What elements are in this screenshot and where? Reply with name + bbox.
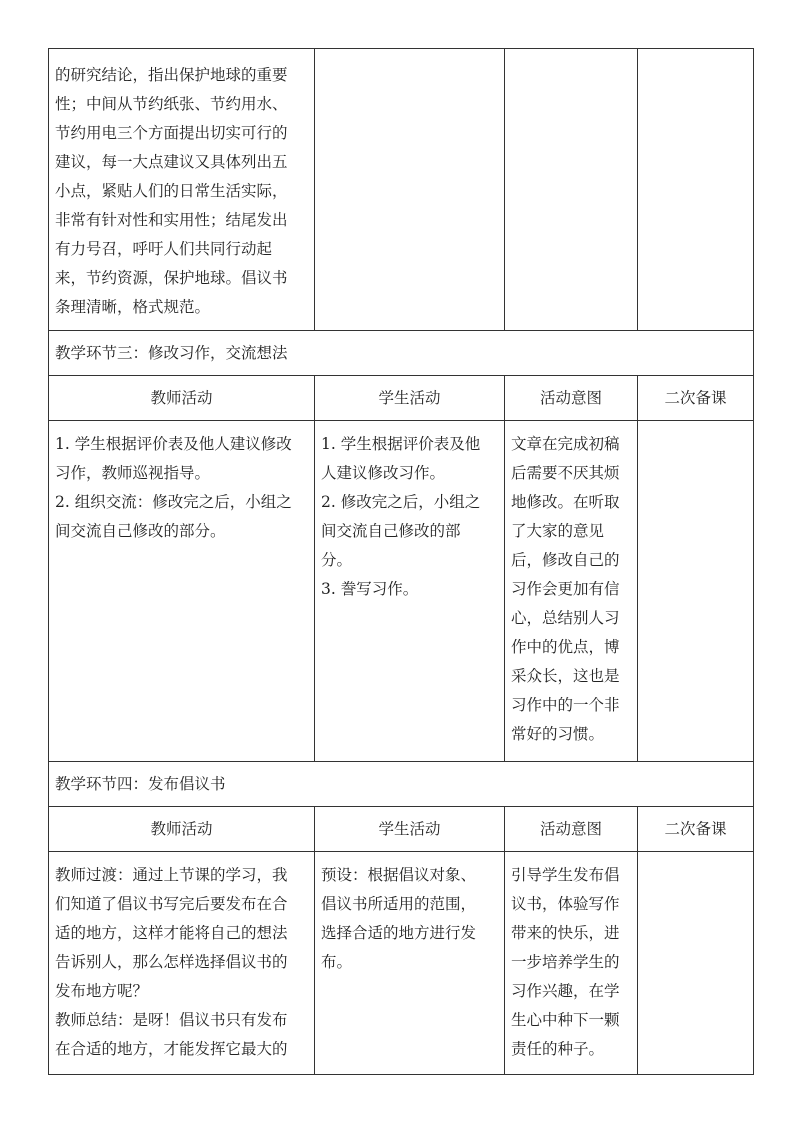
header-row [49, 376, 754, 421]
text-line: 有力号召，呼吁人们共同行动起 [55, 240, 273, 258]
text-line: 性；中间从节约纸张、节约用水、 [55, 95, 288, 113]
text-line: 们知道了倡议书写完后要发布在合 [55, 895, 288, 913]
text-line: 适的地方，这样才能将自己的想法 [55, 924, 288, 942]
text-line: 地修改。在听取 [511, 493, 620, 511]
teacher-activity-cell [49, 852, 315, 1075]
text-line: 发布地方呢？ [55, 982, 149, 1000]
text-line: 布。 [321, 953, 353, 971]
section-title: 教学环节三：修改习作，交流想法 [49, 331, 754, 376]
continuation-row [49, 49, 754, 331]
text-line: 教师过渡：通过上节课的学习，我 [55, 866, 288, 884]
text-line: 倡议书所适用的范围， [321, 895, 477, 913]
text-line: 习作兴趣，在学 [511, 982, 620, 1000]
header-second-prep: 二次备课 [638, 376, 754, 421]
text-line: 在合适的地方，才能发挥它最大的 [55, 1040, 288, 1058]
section-body-row [49, 852, 754, 1075]
teacher-activity-cell [49, 421, 315, 762]
text-line: 议书，体验写作 [511, 895, 620, 913]
text-line: 预设：根据倡议对象、 [321, 866, 477, 884]
header-student-activity: 学生活动 [315, 376, 505, 421]
text-line: 的研究结论，指出保护地球的重要 [55, 66, 288, 84]
text-line: 2. 修改完之后，小组之 [321, 493, 481, 511]
text-line: 人建议修改习作。 [321, 464, 446, 482]
student-activity-cell [315, 421, 505, 762]
text-line: 常好的习惯。 [511, 725, 605, 743]
text-line: 采众长，这也是 [511, 667, 620, 685]
text-line: 建议，每一大点建议又具体列出五 [55, 153, 288, 171]
text-line: 心，总结别人习 [511, 609, 620, 627]
intent-cell [505, 852, 638, 1075]
text-line: 1. 学生根据评价表及他人建议修改 [55, 435, 292, 453]
text-line: 1. 学生根据评价表及他 [321, 435, 481, 453]
second-prep-cell [638, 49, 754, 331]
section-title-row [49, 331, 754, 376]
text-line: 小点，紧贴人们的日常生活实际， [55, 182, 288, 200]
text-line: 文章在完成初稿 [511, 435, 620, 453]
text-line: 习作中的一个非 [511, 696, 620, 714]
intent-cell [505, 49, 638, 331]
text-line: 后，修改自己的 [511, 551, 620, 569]
section-title-row [49, 762, 754, 807]
text-line: 责任的种子。 [511, 1040, 605, 1058]
second-prep-cell [638, 852, 754, 1075]
text-line: 3. 誊写习作。 [321, 580, 419, 598]
text-line: 2. 组织交流：修改完之后，小组之 [55, 493, 292, 511]
text-line: 带来的快乐，进 [511, 924, 620, 942]
second-prep-cell [638, 421, 754, 762]
text-line: 间交流自己修改的部 [321, 522, 461, 540]
text-line: 一步培养学生的 [511, 953, 620, 971]
header-second-prep: 二次备课 [638, 807, 754, 852]
teacher-activity-cell [49, 49, 315, 331]
text-line: 作中的优点，博 [511, 638, 620, 656]
text-line: 生心中种下一颗 [511, 1011, 620, 1029]
text-line: 教师总结：是呀！倡议书只有发布 [55, 1011, 288, 1029]
text-line: 条理清晰，格式规范。 [55, 298, 211, 316]
header-activity-intent: 活动意图 [505, 807, 638, 852]
text-line: 非常有针对性和实用性；结尾发出 [55, 211, 288, 229]
section-title: 教学环节四：发布倡议书 [49, 762, 754, 807]
text-line: 节约用电三个方面提出切实可行的 [55, 124, 288, 142]
student-activity-cell [315, 852, 505, 1075]
text-line: 了大家的意见 [511, 522, 605, 540]
lesson-plan-table [48, 48, 754, 1075]
section-body-row [49, 421, 754, 762]
header-activity-intent: 活动意图 [505, 376, 638, 421]
text-line: 选择合适的地方进行发 [321, 924, 477, 942]
student-activity-cell [315, 49, 505, 331]
text-line: 来，节约资源，保护地球。倡议书 [55, 269, 288, 287]
text-line: 习作，教师巡视指导。 [55, 464, 211, 482]
text-line: 引导学生发布倡 [511, 866, 620, 884]
text-line: 习作会更加有信 [511, 580, 620, 598]
text-line: 间交流自己修改的部分。 [55, 522, 226, 540]
intent-cell [505, 421, 638, 762]
header-student-activity: 学生活动 [315, 807, 505, 852]
text-line: 分。 [321, 551, 353, 569]
header-teacher-activity: 教师活动 [49, 376, 315, 421]
text-line: 告诉别人，那么怎样选择倡议书的 [55, 953, 288, 971]
header-row [49, 807, 754, 852]
text-line: 后需要不厌其烦 [511, 464, 620, 482]
header-teacher-activity: 教师活动 [49, 807, 315, 852]
